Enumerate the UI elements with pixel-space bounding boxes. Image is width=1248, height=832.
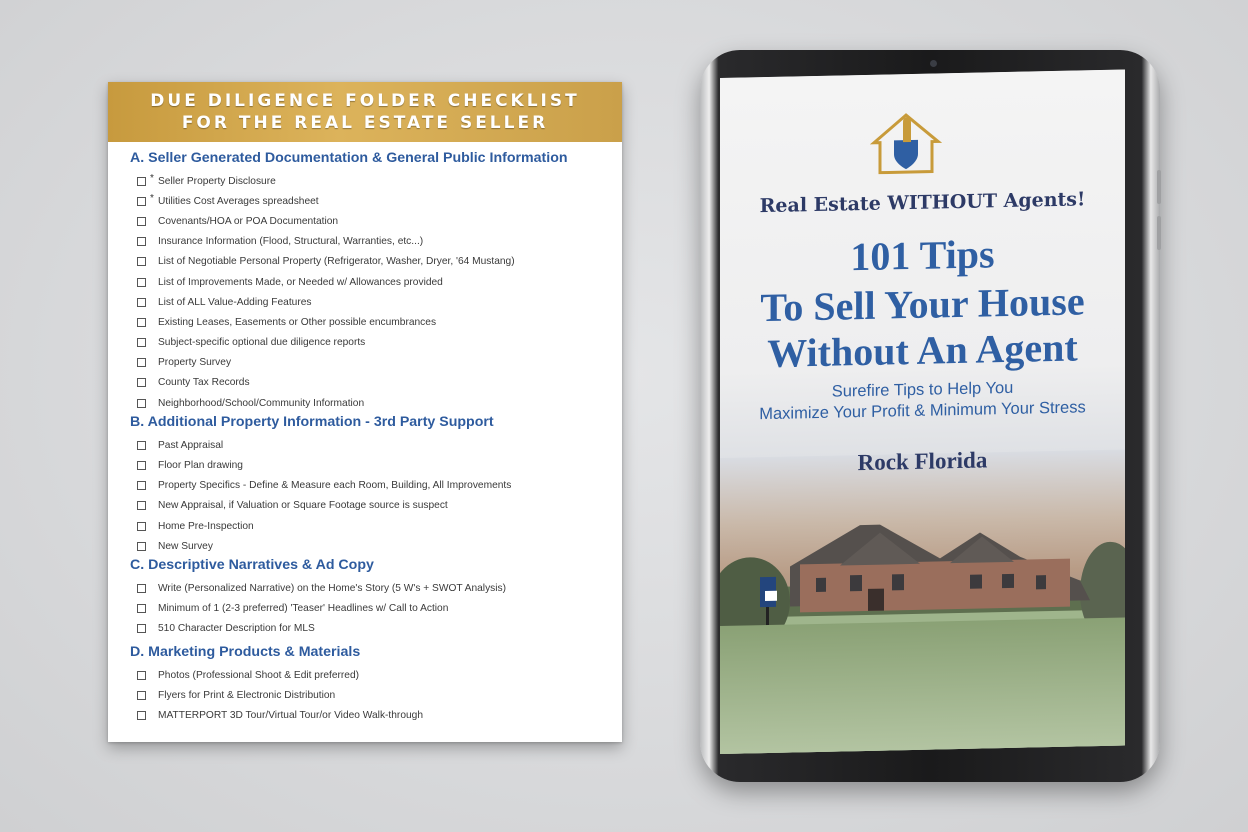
checklist-item[interactable] xyxy=(137,211,622,231)
section-heading: D. Marketing Products & Materials xyxy=(130,643,361,660)
checklist-item[interactable] xyxy=(137,292,622,312)
checklist-item[interactable] xyxy=(137,599,622,619)
checklist-item[interactable] xyxy=(137,619,622,639)
checklist-item[interactable] xyxy=(137,516,622,536)
cover-title-line3: Without An Agent xyxy=(767,324,1078,377)
checklist-item-label: Utilities Cost Averages spreadsheet xyxy=(158,195,319,207)
section-heading: C. Descriptive Narratives & Ad Copy xyxy=(130,557,374,574)
checklist-item-label: Insurance Information (Flood, Structural, Warranties, etc...) xyxy=(158,236,424,248)
checklist-item[interactable] xyxy=(137,373,622,393)
checkbox-icon[interactable] xyxy=(137,237,146,246)
checkbox-icon[interactable] xyxy=(137,501,146,510)
checkbox-icon[interactable] xyxy=(137,257,146,266)
checkbox-icon[interactable] xyxy=(137,399,146,408)
required-marker: * xyxy=(150,193,154,205)
checkbox-icon[interactable] xyxy=(137,691,146,700)
section-spacer xyxy=(130,639,622,643)
checklist-item-label: List of ALL Value-Adding Features xyxy=(158,296,312,308)
checklist-item-label: New Appraisal, if Valuation or Square Footage source is suspect xyxy=(158,500,448,512)
checklist-item-label: Photos (Professional Shoot & Edit preferred) xyxy=(158,669,360,681)
checkbox-icon[interactable] xyxy=(137,671,146,680)
volume-down-button xyxy=(1157,216,1161,250)
checklist-item[interactable] xyxy=(137,312,622,332)
checklist-item[interactable] xyxy=(137,496,622,516)
banner-title-line2: FOR THE REAL ESTATE SELLER xyxy=(181,113,549,133)
checklist-item-label: MATTERPORT 3D Tour/Virtual Tour/or Video Walk-through xyxy=(158,709,423,721)
checklist-item-label: Subject-specific optional due diligence reports xyxy=(158,337,366,349)
checklist-item[interactable] xyxy=(137,171,622,191)
checkbox-icon[interactable] xyxy=(137,624,146,633)
checkbox-icon[interactable] xyxy=(137,177,146,186)
required-marker: * xyxy=(150,173,154,185)
checklist-item-label: List of Negotiable Personal Property (Refrigerator, Washer, Dryer, '64 Mustang) xyxy=(158,256,515,268)
checkbox-icon[interactable] xyxy=(137,378,146,387)
checklist-item-label: Home Pre-Inspection xyxy=(158,520,254,532)
tablet-device xyxy=(700,50,1160,782)
checkbox-icon[interactable] xyxy=(137,441,146,450)
checklist-item[interactable] xyxy=(137,665,622,685)
cover-author: Rock Florida xyxy=(857,447,988,476)
checklist-item[interactable] xyxy=(137,232,622,252)
checklist-item-label: Neighborhood/School/Community Information xyxy=(158,397,365,409)
checklist-item-label: Past Appraisal xyxy=(158,439,224,451)
camera-icon xyxy=(930,60,937,67)
checklist-sheet xyxy=(108,82,622,742)
checkbox-icon[interactable] xyxy=(137,197,146,206)
cover-tagline: Real Estate WITHOUT Agents! xyxy=(759,188,1086,218)
house-shield-icon xyxy=(870,111,942,177)
checkbox-icon[interactable] xyxy=(137,542,146,551)
checklist-item-label: County Tax Records xyxy=(158,377,250,389)
checklist-item-label: Seller Property Disclosure xyxy=(158,175,276,187)
checklist-item[interactable] xyxy=(137,685,622,705)
house-photo xyxy=(720,500,1125,754)
checklist-item-label: Property Survey xyxy=(158,357,232,369)
ebook-cover xyxy=(720,70,1125,754)
checkbox-icon[interactable] xyxy=(137,711,146,720)
checklist-item[interactable] xyxy=(137,476,622,496)
checklist-item[interactable] xyxy=(137,353,622,373)
checklist-item-label: Floor Plan drawing xyxy=(158,460,243,472)
cover-subtitle-line1: Surefire Tips to Help You xyxy=(831,378,1014,401)
banner-title-line1: DUE DILIGENCE FOLDER CHECKLIST xyxy=(150,91,580,111)
checklist-item[interactable] xyxy=(137,272,622,292)
checkbox-icon[interactable] xyxy=(137,217,146,226)
checklist-item-label: Flyers for Print & Electronic Distribution xyxy=(158,689,336,701)
checklist-item[interactable] xyxy=(137,393,622,413)
checklist-content xyxy=(108,142,622,726)
checklist-item-label: Property Specifics - Define & Measure each Room, Building, All Improvements xyxy=(158,480,512,492)
cover-subtitle-line2: Maximize Your Profit & Minimum Your Stress xyxy=(759,398,1086,424)
checkbox-icon[interactable] xyxy=(137,358,146,367)
checklist-item-label: Existing Leases, Easements or Other possible encumbrances xyxy=(158,316,437,328)
checklist-item[interactable] xyxy=(137,191,622,211)
checklist-item[interactable] xyxy=(137,455,622,475)
checkbox-icon[interactable] xyxy=(137,522,146,531)
volume-up-button xyxy=(1157,170,1161,204)
checklist-item-label: Write (Personalized Narrative) on the Home's Story (5 W's + SWOT Analysis) xyxy=(158,582,507,594)
checklist-item[interactable] xyxy=(137,333,622,353)
checkbox-icon[interactable] xyxy=(137,318,146,327)
checklist-item-label: Minimum of 1 (2-3 preferred) 'Teaser' Headlines w/ Call to Action xyxy=(158,603,449,615)
cover-title-lines xyxy=(720,278,1125,378)
checkbox-icon[interactable] xyxy=(137,278,146,287)
checklist-item-label: List of Improvements Made, or Needed w/ Allowances provided xyxy=(158,276,443,288)
section-heading: B. Additional Property Information - 3rd Party Support xyxy=(130,414,494,431)
checkbox-icon[interactable] xyxy=(137,461,146,470)
checkbox-icon[interactable] xyxy=(137,298,146,307)
checklist-item[interactable] xyxy=(137,578,622,598)
checkbox-icon[interactable] xyxy=(137,338,146,347)
section-heading: A. Seller Generated Documentation & General Public Information xyxy=(130,150,568,166)
cover-subtitle xyxy=(720,376,1125,426)
checklist-banner xyxy=(108,82,622,142)
checklist-item-label: 510 Character Description for MLS xyxy=(158,623,315,635)
checklist-item[interactable] xyxy=(137,705,622,725)
checklist-item-label: Covenants/HOA or POA Documentation xyxy=(158,215,339,227)
cover-title-line1: 101 Tips xyxy=(850,231,995,280)
checkbox-icon[interactable] xyxy=(137,584,146,593)
checklist-item[interactable] xyxy=(137,435,622,455)
checklist-item-label: New Survey xyxy=(158,540,213,552)
checkbox-icon[interactable] xyxy=(137,481,146,490)
cover-title-line2: To Sell Your House xyxy=(760,278,1085,331)
checkbox-icon[interactable] xyxy=(137,604,146,613)
checklist-item[interactable] xyxy=(137,536,622,556)
checklist-item[interactable] xyxy=(137,252,622,272)
